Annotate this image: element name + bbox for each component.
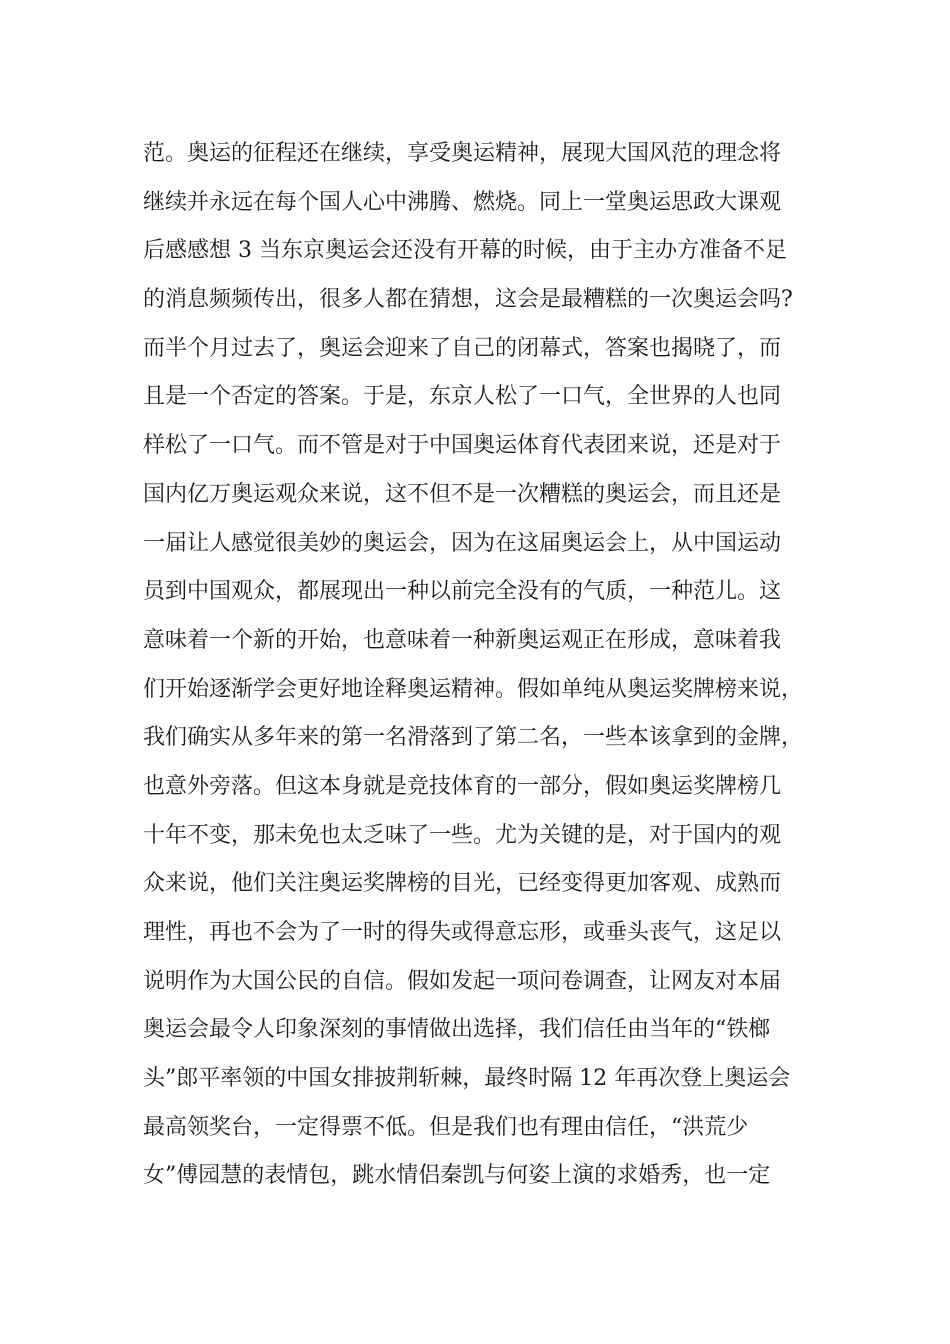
text-line: 众来说，他们关注奥运奖牌榜的目光，已经变得更加客观、成熟而 xyxy=(143,871,782,897)
text-line: 而半个月过去了，奥运会迎来了自己的闭幕式，答案也揭晓了，而 xyxy=(143,335,782,361)
text-line: 奥运会最令人印象深刻的事情做出选择，我们信任由当年的“铁榔 xyxy=(143,1017,771,1043)
text-line: 员到中国观众，都展现出一种以前完全没有的气质，一种范儿。这 xyxy=(143,579,782,605)
text-line: 头”郎平率领的中国女排披荆斩棘，最终时隔 12 年再次登上奥运会 xyxy=(143,1066,791,1092)
text-line: 意味着一个新的开始，也意味着一种新奥运观正在形成，意味着我 xyxy=(143,627,782,653)
text-line: 国内亿万奥运观众来说，这不但不是一次糟糕的奥运会，而且还是 xyxy=(143,481,782,507)
text-line: 样松了一口气。而不管是对于中国奥运体育代表团来说，还是对于 xyxy=(143,433,782,459)
text-line: 理性，再也不会为了一时的得失或得意忘形，或垂头丧气，这足以 xyxy=(143,920,782,945)
text-line: 说明作为大国公民的自信。假如发起一项问卷调查，让网友对本届 xyxy=(143,968,782,994)
text-line: 的消息频频传出，很多人都在猜想，这会是最糟糕的一次奥运会吗? xyxy=(143,287,793,313)
text-line: 我们确实从多年来的第一名滑落到了第二名，一些本该拿到的金牌， xyxy=(143,725,804,751)
text-line: 一届让人感觉很美妙的奥运会，因为在这届奥运会上，从中国运动 xyxy=(143,530,782,556)
text-line: 也意外旁落。但这本身就是竞技体育的一部分，假如奥运奖牌榜几 xyxy=(143,773,782,799)
text-line: 后感感想 3 当东京奥运会还没有开幕的时候，由于主办方准备不足 xyxy=(143,238,787,264)
body-text xyxy=(143,130,823,1201)
text-line: 们开始逐渐学会更好地诠释奥运精神。假如单纯从奥运奖牌榜来说， xyxy=(143,676,804,702)
text-line: 且是一个否定的答案。于是，东京人松了一口气，全世界的人也同 xyxy=(143,384,782,410)
text-line: 最高领奖台，一定得票不低。但是我们也有理由信任，“洪荒少 xyxy=(143,1114,749,1140)
text-line: 女”傅园慧的表情包，跳水情侣秦凯与何姿上演的求婚秀，也一定 xyxy=(143,1163,771,1189)
text-line: 十年不变，那未免也太乏味了一些。尤为关键的是，对于国内的观 xyxy=(143,822,782,848)
text-line: 继续并永远在每个国人心中沸腾、燃烧。同上一堂奥运思政大课观 xyxy=(143,189,782,215)
text-line: 范。奥运的征程还在继续，享受奥运精神，展现大国风范的理念将 xyxy=(143,141,782,166)
